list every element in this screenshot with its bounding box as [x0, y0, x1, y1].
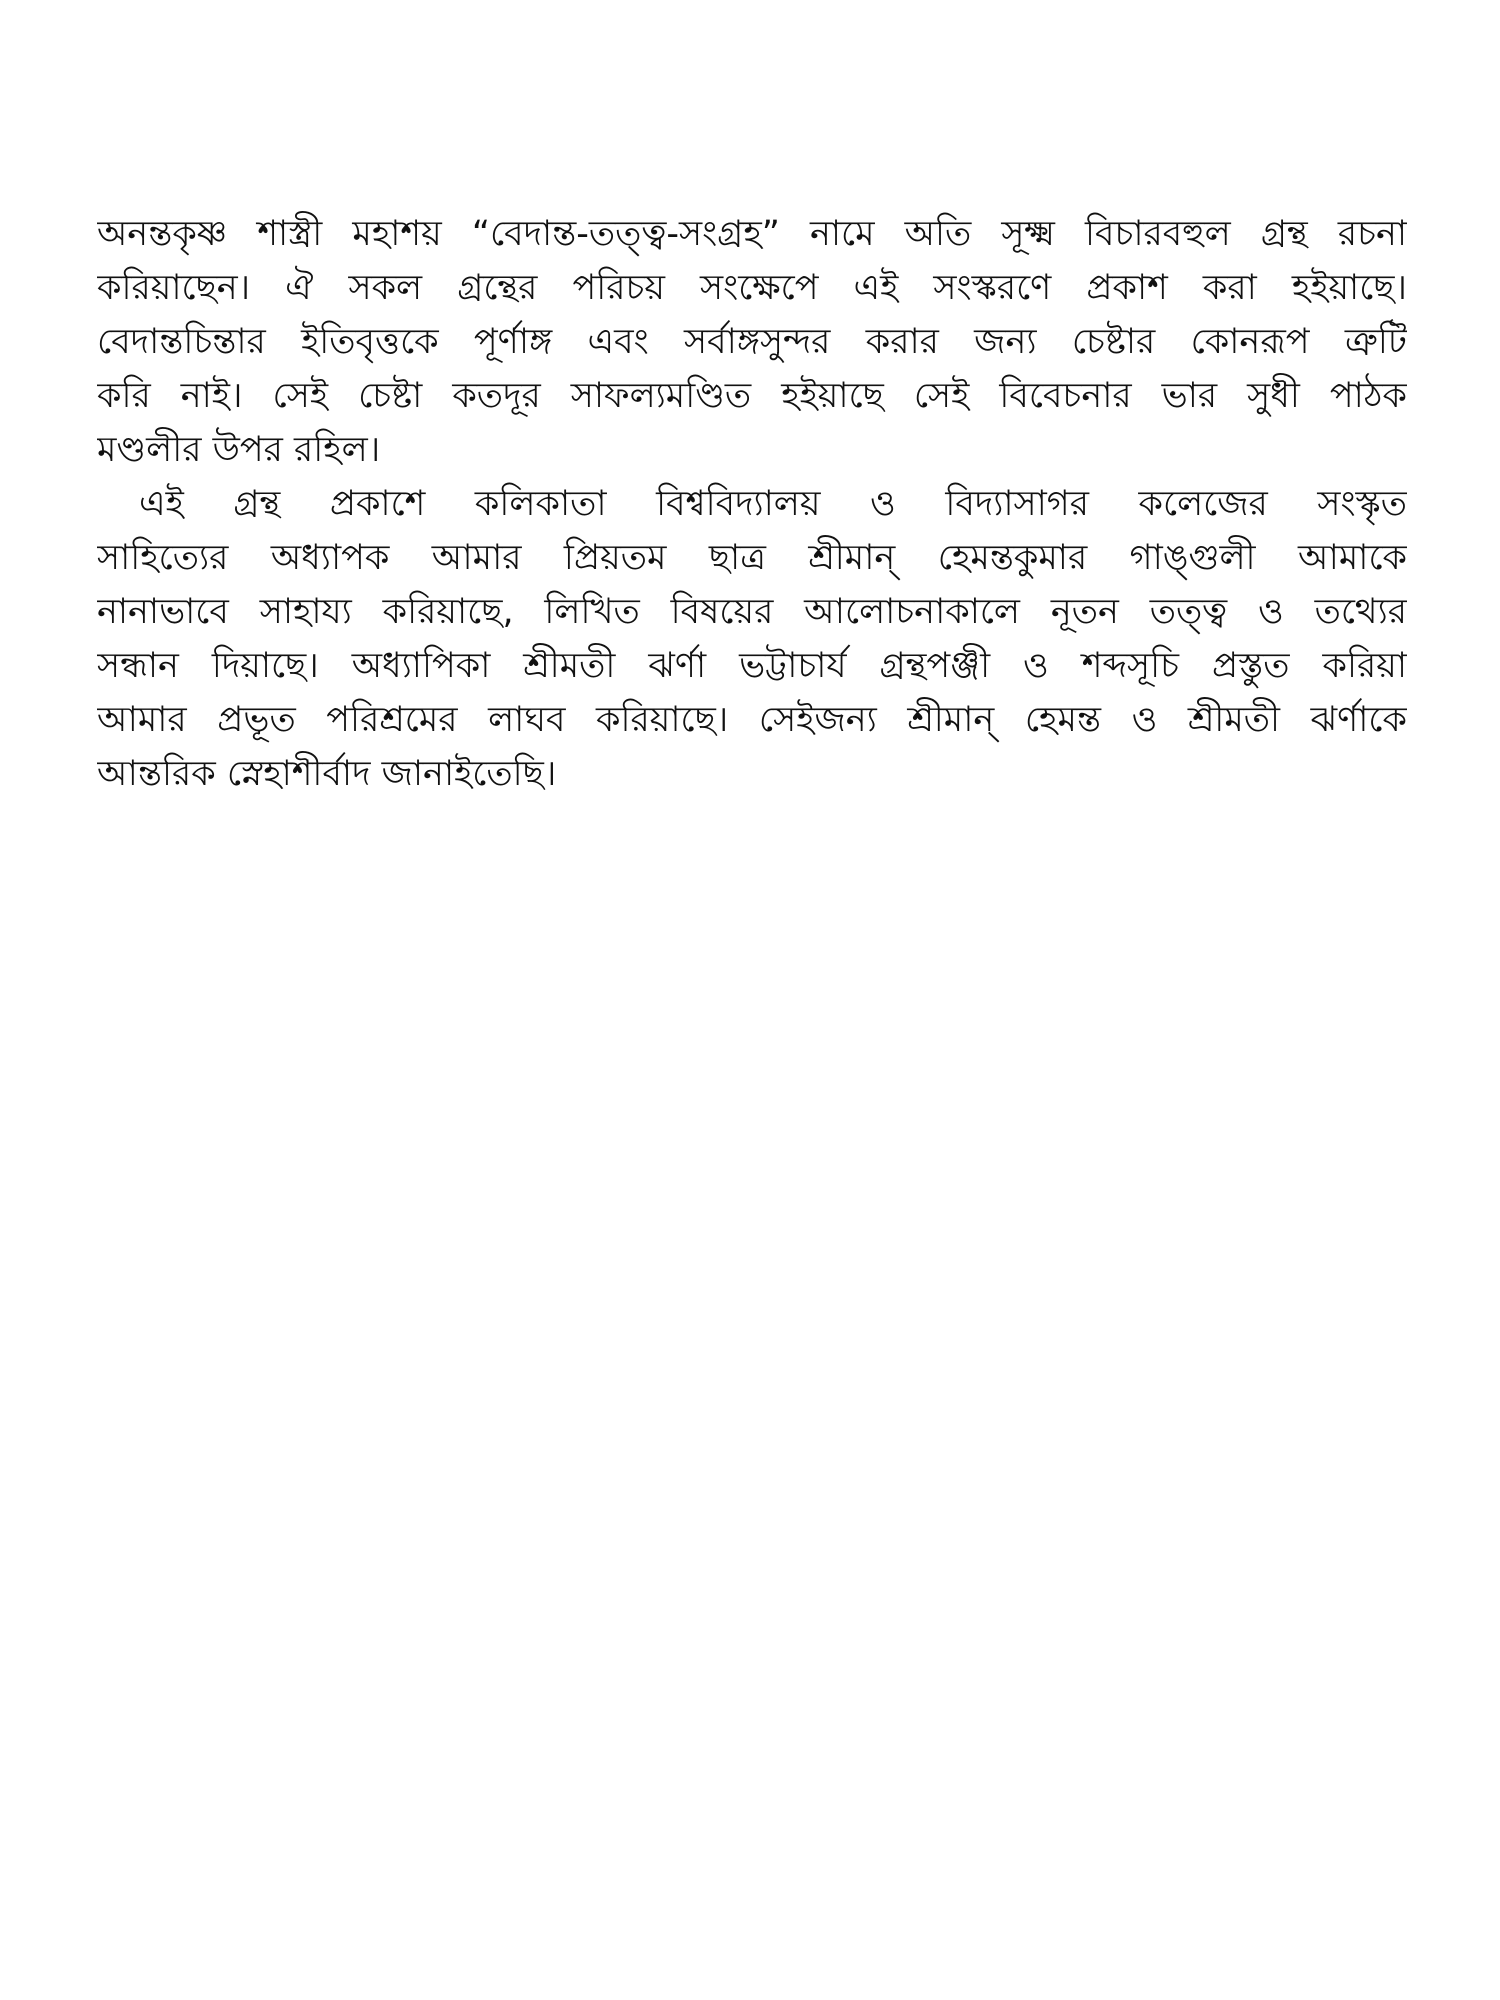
text-line: আমার প্রভূত পরিশ্রমের লাঘব করিয়াছে। সেইজন্য শ্রীমান্ হেমন্ত ও শ্রীমতী ঝর্ণাকে: [97, 700, 1407, 740]
text-line: আন্তরিক স্নেহাশীর্বাদ জানাইতেছি।: [97, 754, 557, 794]
body-text: [97, 207, 1407, 801]
text-line: এই গ্রন্থ প্রকাশে কলিকাতা বিশ্ববিদ্যালয় ও বিদ্যাসাগর কলেজের সংস্কৃত: [139, 484, 1407, 524]
paragraph-1: [97, 207, 1407, 477]
text-line: মণ্ডলীর উপর রহিল।: [97, 430, 381, 470]
text-line: করিয়াছেন। ঐ সকল গ্রন্থের পরিচয় সংক্ষেপে এই সংস্করণে প্রকাশ করা হইয়াছে।: [97, 268, 1407, 308]
text-line: বেদান্তচিন্তার ইতিবৃত্তকে পূর্ণাঙ্গ এবং সর্বাঙ্গসুন্দর করার জন্য চেষ্টার কোনরূপ ত্রুটি: [97, 322, 1407, 362]
text-line: সন্ধান দিয়াছে। অধ্যাপিকা শ্রীমতী ঝর্ণা ভট্টাচার্য গ্রন্থপঞ্জী ও শব্দসূচি প্রস্তুত করিয়া: [97, 646, 1407, 686]
text-line: নানাভাবে সাহায্য করিয়াছে, লিখিত বিষয়ের আলোচনাকালে নূতন তত্ত্ব ও তথ্যের: [97, 592, 1407, 632]
text-line: করি নাই। সেই চেষ্টা কতদূর সাফল্যমণ্ডিত হইয়াছে সেই বিবেচনার ভার সুধী পাঠক: [97, 376, 1407, 416]
text-line: অনন্তকৃষ্ণ শাস্ত্রী মহাশয় “বেদান্ত-তত্ত্ব-সংগ্রহ” নামে অতি সূক্ষ্ম বিচারবহুল গ্রন্থ রচনা: [97, 214, 1407, 254]
paragraph-2: [97, 477, 1407, 801]
text-line: সাহিত্যের অধ্যাপক আমার প্রিয়তম ছাত্র শ্রীমান্ হেমন্তকুমার গাঙ্গুলী আমাকে: [97, 538, 1407, 578]
